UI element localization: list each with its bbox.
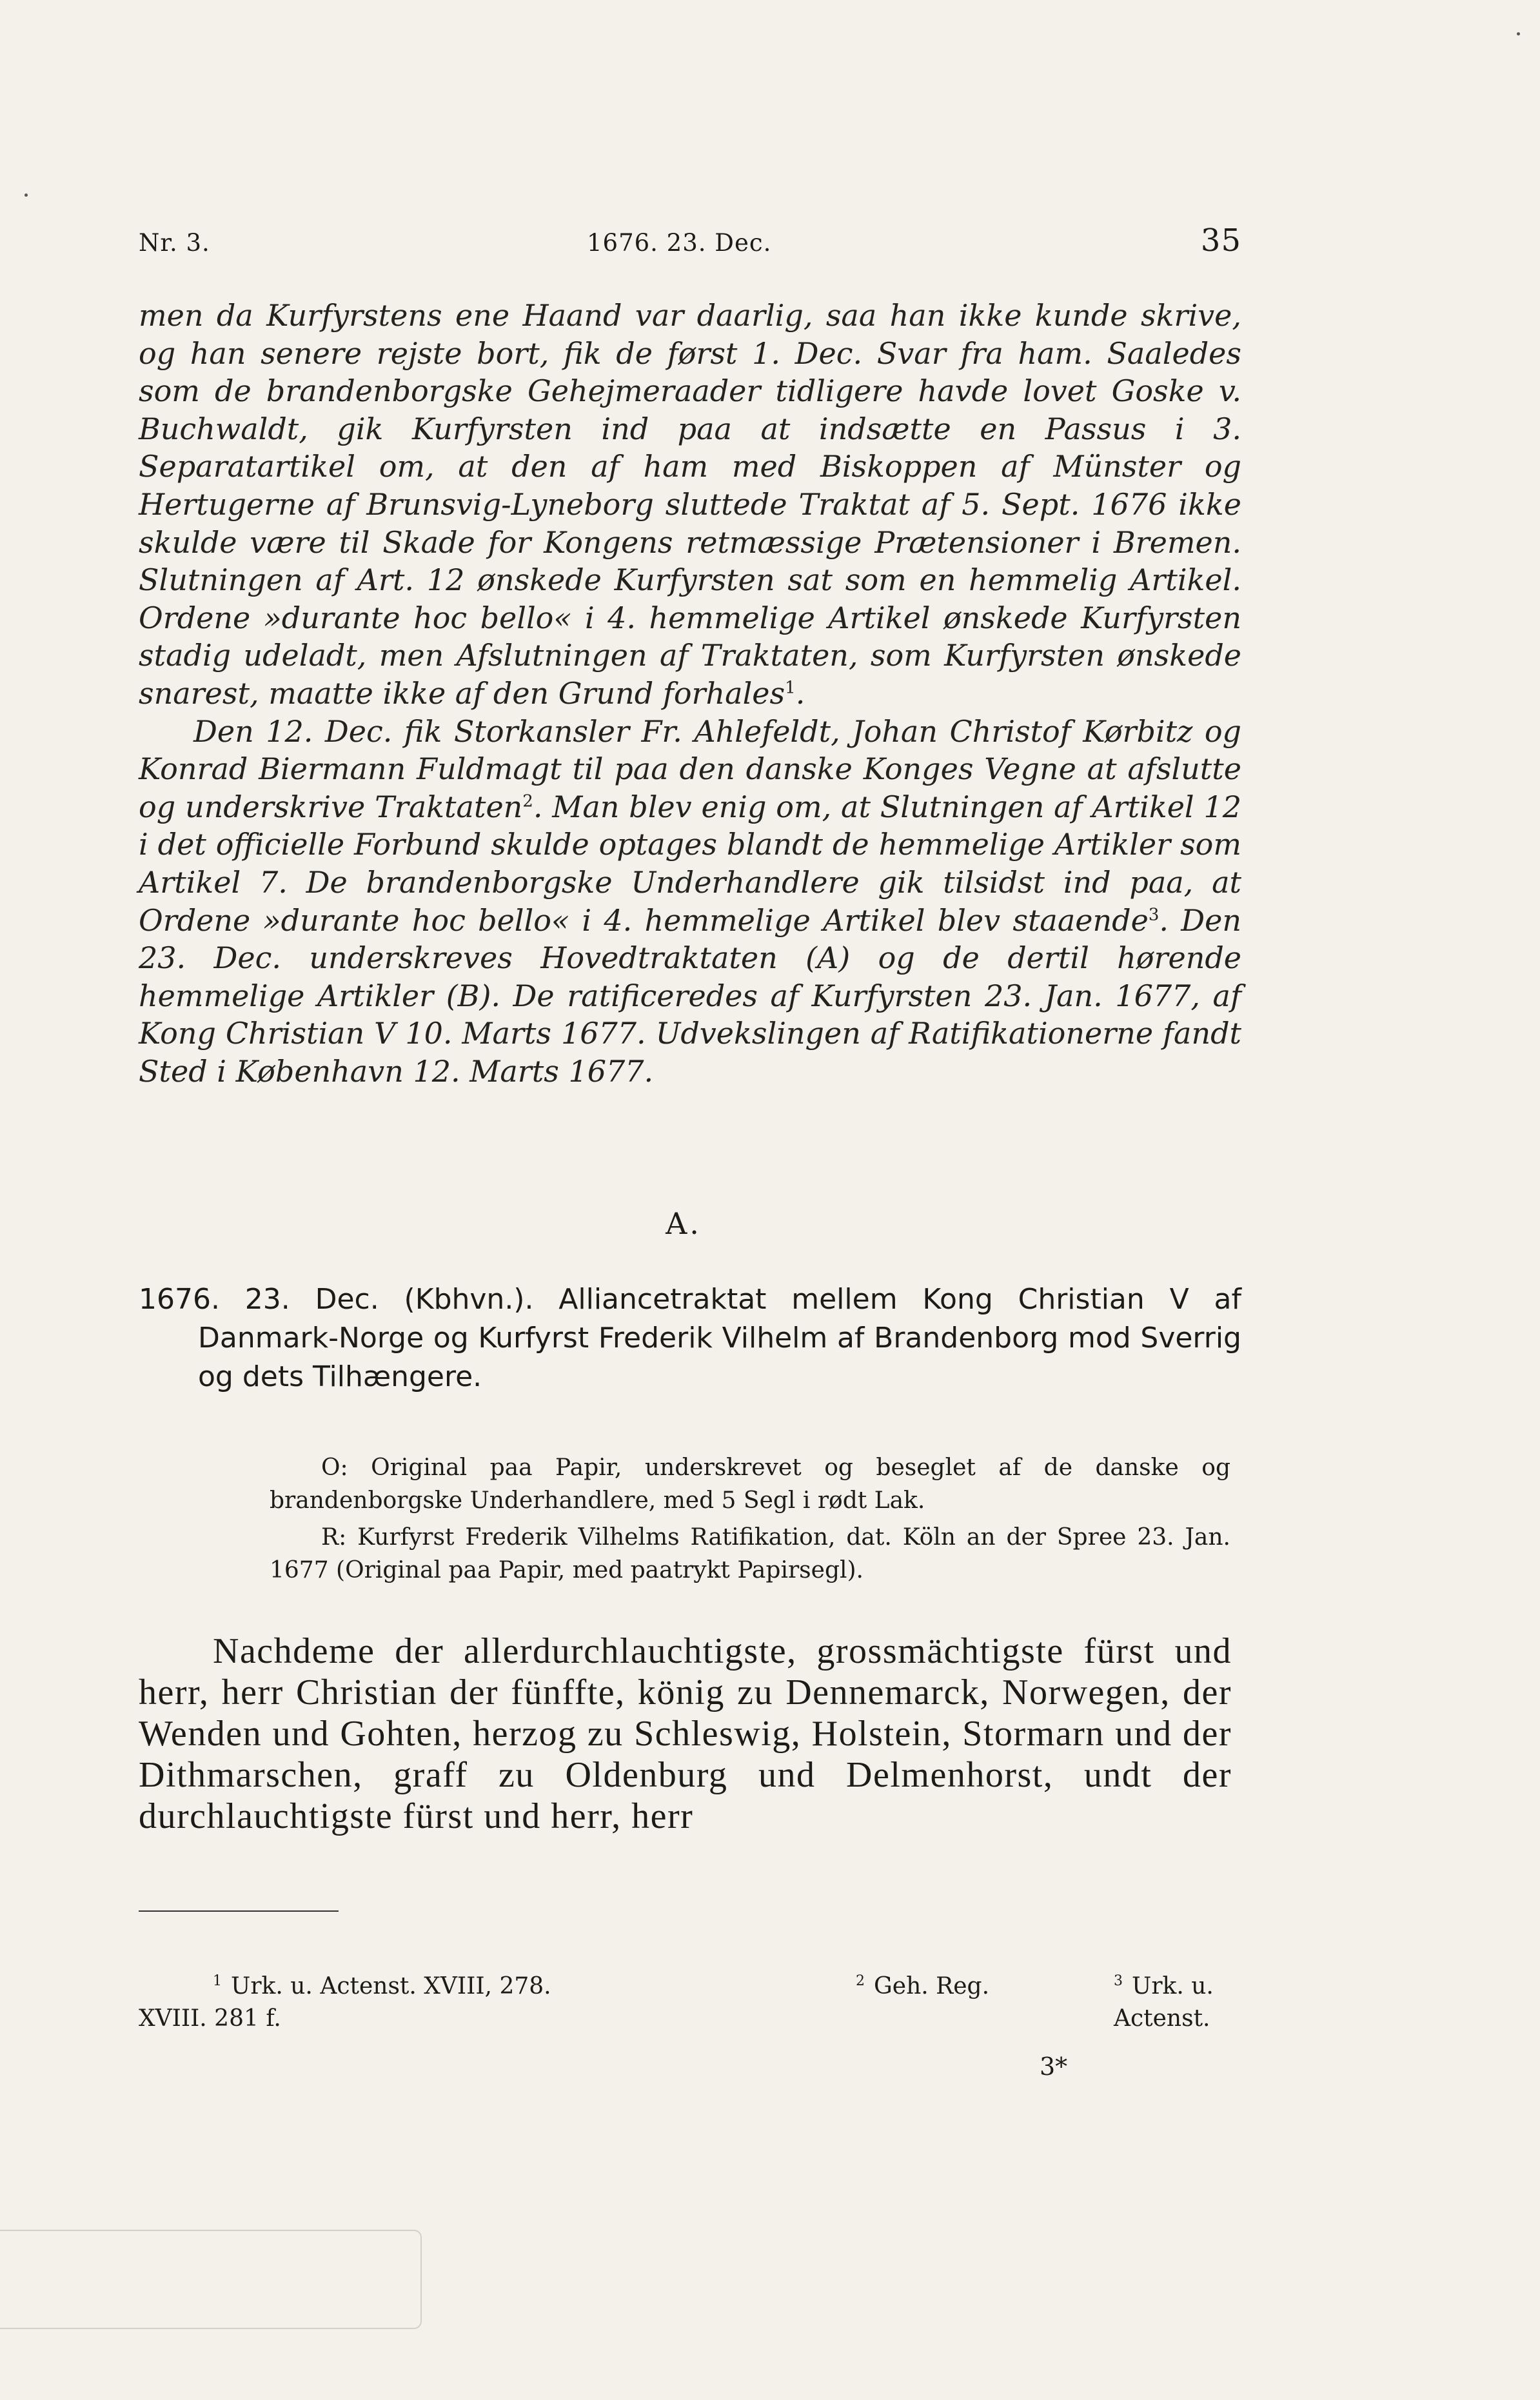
footnote-2	[856, 1970, 989, 2003]
page-number: 35	[1200, 223, 1241, 259]
section-heading: A.	[666, 1206, 702, 1241]
footnote-mark: 3	[1114, 1973, 1123, 1989]
introduction-text	[139, 297, 1241, 1090]
footnote-ref: 2	[522, 791, 533, 811]
footnote-text: Urk. u. Actenst.	[1114, 1973, 1214, 2032]
footnote-mark: 1	[213, 1973, 222, 1989]
treaty-text: Nachdeme der allerdurchlauchtigste, grossmächtigste fürst und herr, herr Christian der fünffte, könig zu Dennemarck, Norwegen, der Wenden und Gohten, herzog zu Schleswig, Holstein, Stormarn und der Dithmarschen, graff zu Oldenburg und Delmenhorst, undt der durchlauchtigste fürst und herr, herr	[139, 1631, 1232, 1836]
footnote-ref: 3	[1148, 905, 1160, 925]
source-note: R: Kurfyrst Frederik Vilhelms Ratifikation, dat. Köln an der Spree 23. Jan. 1677 (Original paa Papir, med paatrykt Papirsegl).	[270, 1524, 1230, 1583]
signature-mark: 3*	[1040, 2052, 1068, 2081]
footnote-text: Urk. u. Actenst. XVIII, 278.	[231, 1973, 551, 1999]
intro-paragraph-text: . Den 23. Dec. underskreves Hovedtraktaten (A) og de dertil hørende hemmelige Artikler (B). De ratificeredes af Kurfyrsten 23. Jan. 1677, af Kong Christian V 10. Marts 1677. Udvekslingen af Ratifikationerne fandt Sted i København 12. Marts 1677.	[139, 902, 1241, 1089]
document-number: Nr. 3.	[139, 229, 210, 257]
running-head	[139, 223, 1241, 268]
intro-paragraph-text: Den 12. Dec. fik Storkansler Fr. Ahlefeldt, Johan Christof Kørbitz og Konrad Biermann Fuldmagt til paa den danske Konges Vegne at afslutte og underskrive Traktaten	[139, 713, 1241, 824]
margin-dot	[25, 193, 28, 197]
footnote-3-continued: XVIII. 281 f.	[139, 2005, 281, 2032]
intro-paragraph-text: men da Kurfyrstens ene Haand var daarlig, saa han ikke kunde skrive, og han senere rejste bort, fik de først 1. Dec. Svar fra ham. Saaledes som de brandenborgske Gehejmeraader tidligere havde lovet Goske v. Buchwaldt, gik Kurfyrsten ind paa at indsætte en Passus i 3. Separatartikel om, at den af ham med Biskoppen af Münster og Hertugerne af Brunsvig-Lyneborg sluttede Traktat af 5. Sept. 1676 ikke skulde være til Skade for Kongens retmæssige Prætensioner i Bremen. Slutningen af Art. 12 ønskede Kurfyrsten sat som en hemmelig Artikel. Ordene »durante hoc bello« i 4. hemmelige Artikel ønskede Kurfyrsten stadig udeladt, men Afslutningen af Traktaten, som Kurfyrsten ønskede snarest, maatte ikke af den Grund forhales	[139, 298, 1241, 711]
footnote-1	[213, 1970, 551, 2003]
running-head-date: 1676. 23. Dec.	[587, 229, 772, 257]
footnote-ref: 1	[785, 678, 796, 698]
footnotes	[139, 1970, 1235, 2035]
source-notes	[270, 1451, 1230, 1591]
footnote-mark: 2	[856, 1973, 865, 1989]
intro-paragraph	[139, 713, 1241, 1091]
document-title: 1676. 23. Dec. (Kbhvn.). Alliancetraktat mellem Kong Christian V af Danmark-Norge og Kurfyrst Frederik Vilhelm af Brandenborg mod Sverrig og dets Tilhængere.	[139, 1283, 1241, 1393]
intro-paragraph-end: .	[795, 675, 805, 711]
footnote-divider	[139, 1910, 339, 1912]
source-note: O: Original paa Papir, underskrevet og beseglet af de danske og brandenborgske Underhandlere, med 5 Segl i rødt Lak.	[270, 1454, 1230, 1514]
margin-dot	[1517, 32, 1520, 35]
page-tab-edge	[0, 2230, 422, 2329]
intro-paragraph-text: . Man blev enig om, at Slutningen af Artikel 12 i det officielle Forbund skulde optages blandt de hemmelige Artikler som Artikel 7. De brandenborgske Underhandlere gik tilsidst ind paa, at Ordene »durante hoc bello« i 4. hemmelige Artikel blev staaende	[139, 789, 1241, 938]
footnote-text: Geh. Reg.	[874, 1973, 990, 1999]
intro-paragraph	[139, 297, 1241, 713]
